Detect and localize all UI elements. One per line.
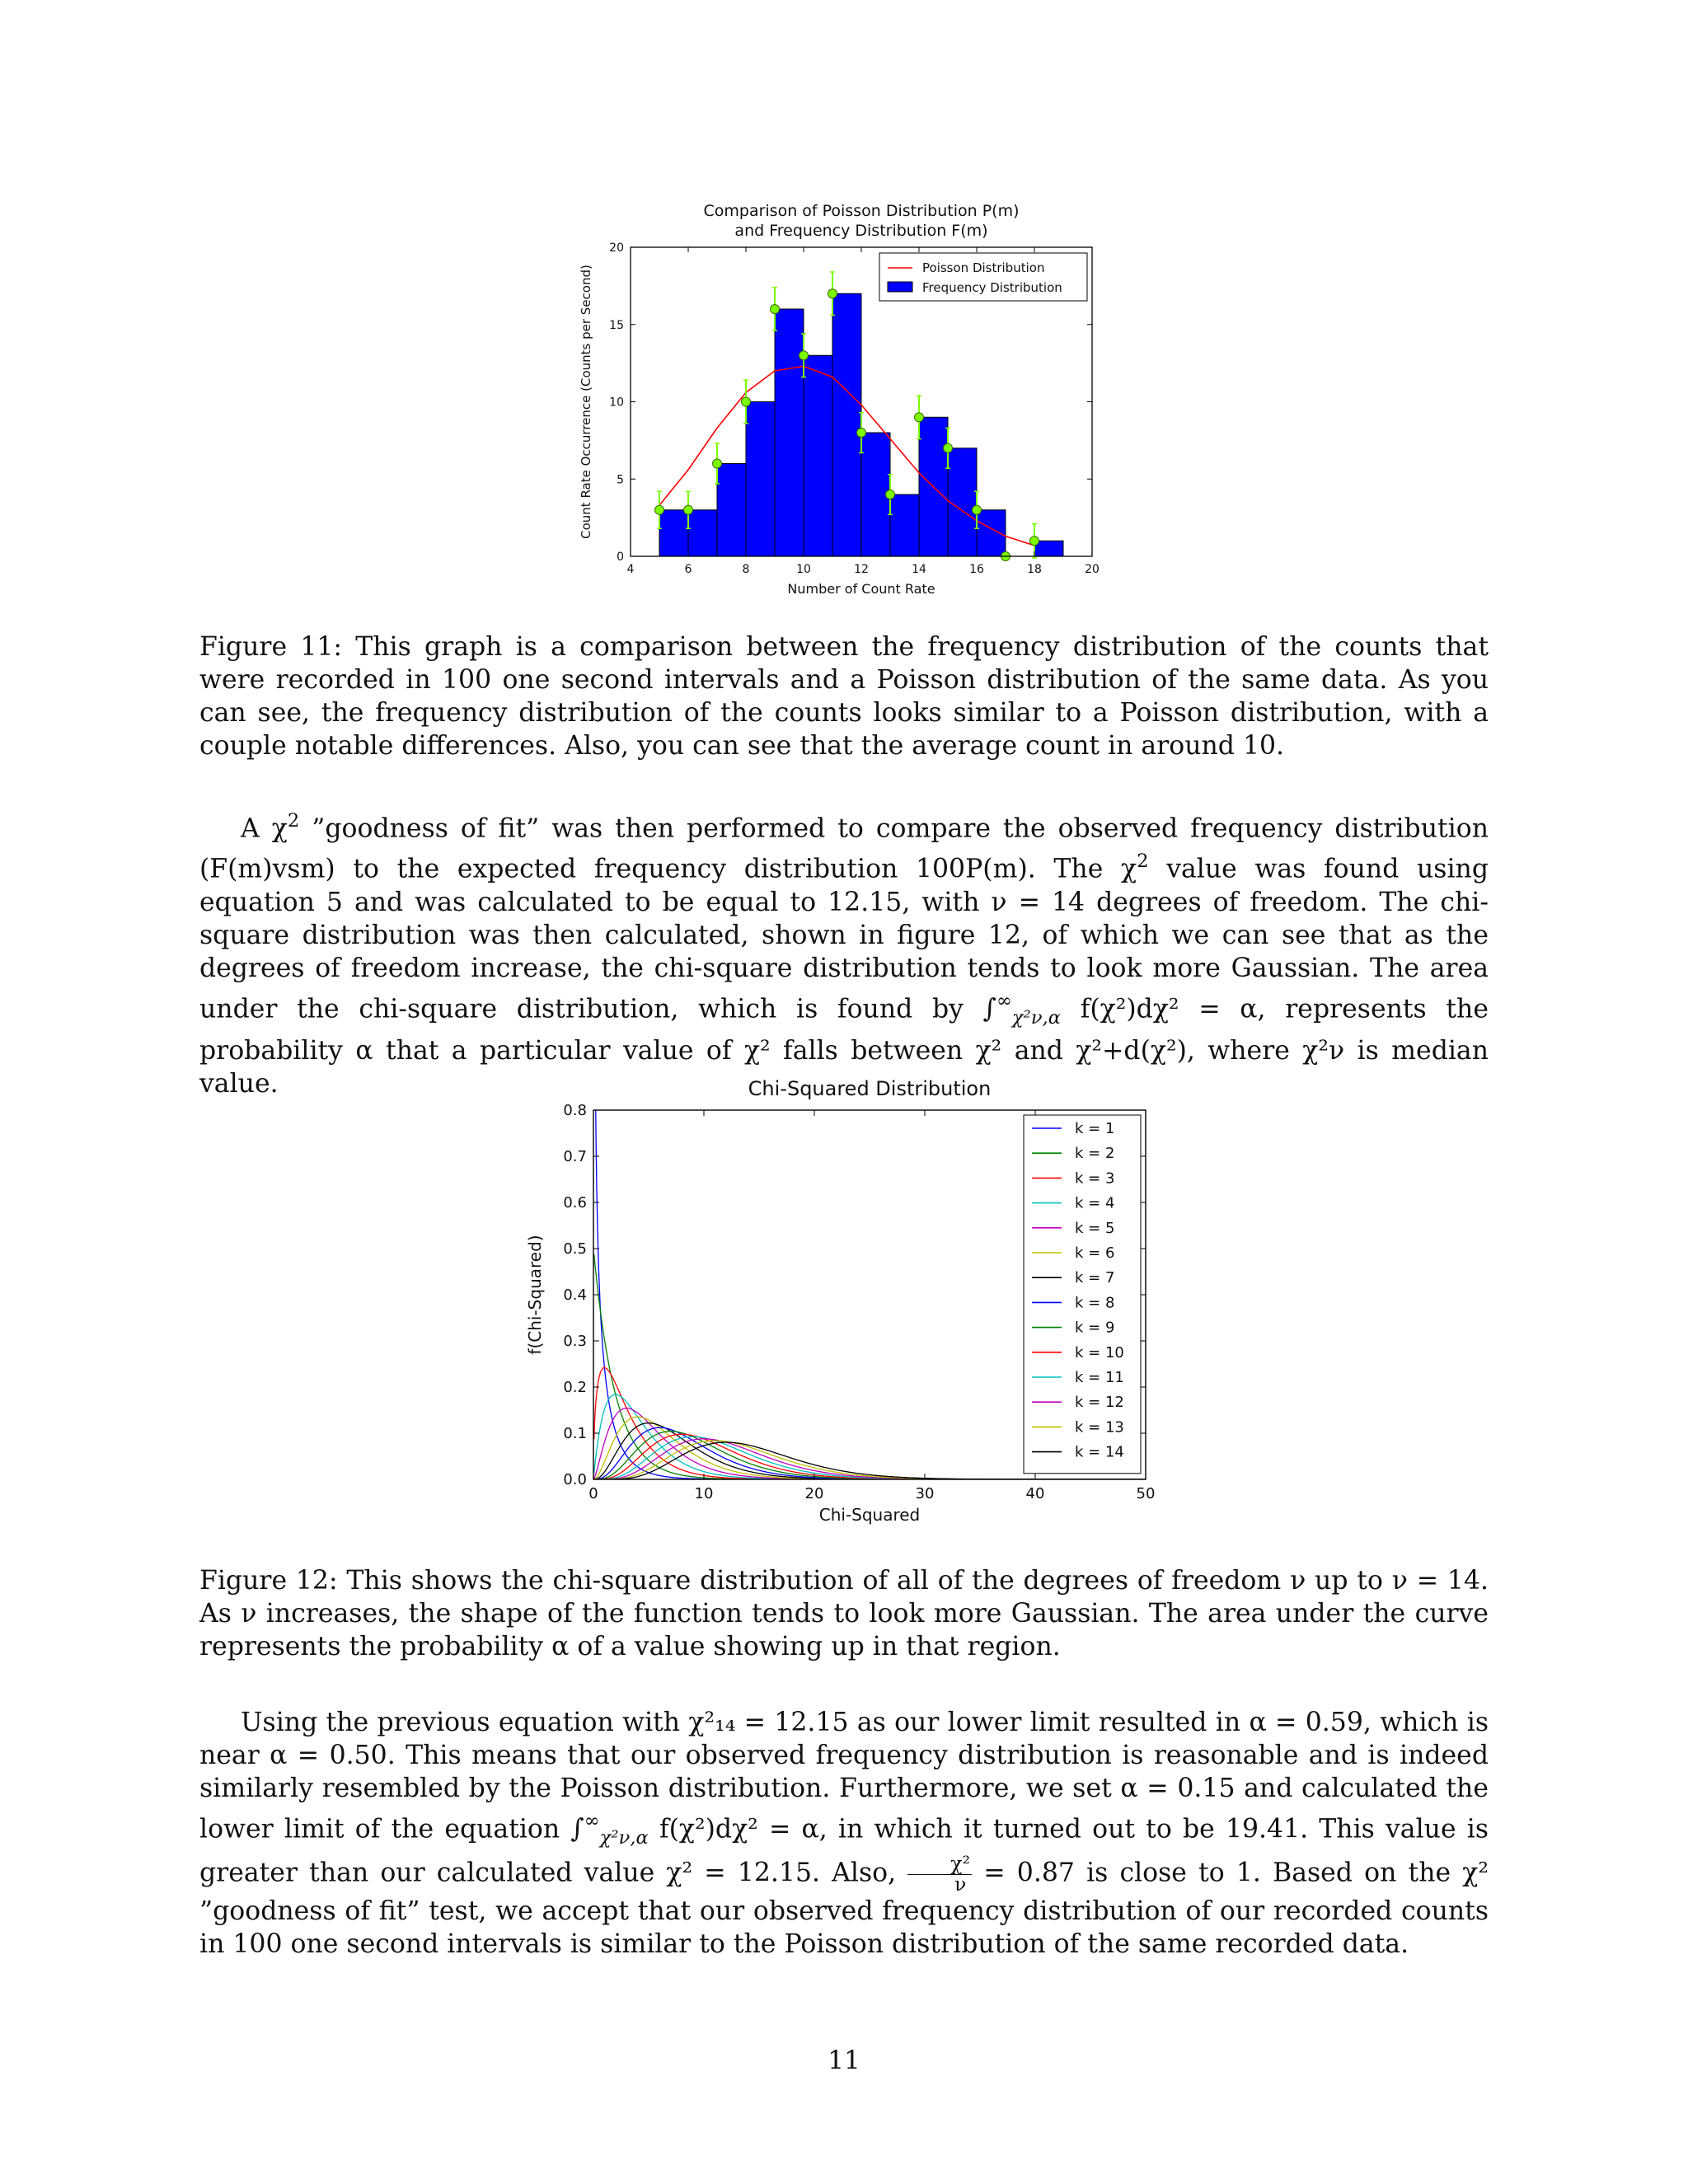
legend-label: Poisson Distribution [922, 260, 1045, 275]
chart1-legend [879, 253, 1087, 301]
chart1-ylabel: Count Rate Occurrence (Counts per Second) [579, 265, 593, 539]
figure-12 [519, 1071, 1170, 1549]
poisson-frequency-chart [569, 198, 1113, 602]
data-point [771, 305, 780, 314]
x-tick-label: 0 [588, 1485, 598, 1502]
legend-label: k = 10 [1075, 1343, 1124, 1361]
frequency-bar [746, 402, 775, 557]
frequency-bar [890, 494, 919, 556]
x-tick-label: 6 [684, 563, 692, 576]
data-point [655, 505, 664, 514]
y-tick-label: 0.1 [563, 1425, 587, 1442]
figure-11 [569, 198, 1113, 602]
legend-label: k = 14 [1075, 1443, 1124, 1461]
frequency-bar [804, 355, 832, 556]
y-tick-label: 0.0 [563, 1471, 587, 1488]
x-tick-label: 8 [742, 563, 750, 576]
y-tick-label: 0.3 [563, 1333, 587, 1350]
y-tick-label: 0.7 [563, 1148, 587, 1165]
p1-integral: $\int^\infty_{\chi^2\nu,\alpha}$ [982, 990, 1062, 1029]
x-tick-label: 18 [1027, 563, 1042, 576]
p2-text-3: = 0.87 is close to 1. Based on the χ² ”goodness of fit” test, we accept that our observed frequency distribution of our recorded counts in 100 one second intervals is similar to the Poisson distribution of the same recorded data. [199, 1858, 1489, 1959]
data-point [857, 429, 866, 438]
x-tick-label: 20 [804, 1485, 824, 1502]
data-point [742, 397, 751, 406]
legend-label: k = 9 [1075, 1319, 1115, 1337]
p1-sup-2: 2 [1137, 851, 1149, 873]
chart1-title-line: and Frequency Distribution F(m) [734, 222, 988, 240]
chi-squared-chart [519, 1071, 1170, 1549]
frequency-bar [832, 293, 861, 556]
frequency-bar [717, 464, 746, 557]
p1-text-4: f(χ²)dχ² = α, represents the probability α that a particular value of χ² falls between χ² and χ²+d(χ²), where χ²ν is median value. [199, 994, 1489, 1099]
x-tick-label: 14 [912, 563, 926, 576]
x-tick-label: 10 [796, 563, 811, 576]
x-tick-label: 12 [854, 563, 869, 576]
y-tick-label: 5 [617, 473, 624, 487]
figure-12-caption: Figure 12: This shows the chi-square distribution of all of the degrees of freedom ν up to ν = 14. As ν increases, the shape of the function tends to look more Gaussian. The area under the curve represents the probability α of a value showing up in that region. [199, 1566, 1489, 1661]
chart2-title: Chi-Squared Distribution [748, 1077, 992, 1100]
x-tick-label: 20 [1085, 563, 1100, 576]
p1-sup-1: 2 [287, 810, 300, 832]
frequency-bar [948, 448, 977, 556]
data-point [1030, 537, 1039, 546]
p1-text-2: ”goodness of fit” was then performed to compare the observed frequency distribution (F(m)vsm) to the expected frequency distribution 100P(m). The χ [199, 813, 1489, 884]
p2-integral: $\int^\infty_{\chi^2\nu,\alpha}$ [570, 1811, 649, 1849]
x-tick-label: 10 [694, 1485, 714, 1502]
legend-label: Frequency Distribution [922, 280, 1062, 295]
x-tick-label: 50 [1136, 1485, 1156, 1502]
y-tick-label: 0.2 [563, 1379, 587, 1396]
legend-label: k = 5 [1075, 1219, 1115, 1237]
frequency-bar [775, 309, 804, 556]
y-tick-label: 0.6 [563, 1194, 587, 1212]
legend-label: k = 7 [1075, 1269, 1115, 1287]
data-point [944, 443, 953, 452]
data-point [886, 490, 895, 499]
x-tick-label: 30 [915, 1485, 935, 1502]
chart2-xlabel: Chi-Squared [818, 1505, 921, 1525]
legend-label: k = 12 [1075, 1394, 1124, 1412]
chart1-xlabel: Number of Count Rate [787, 581, 935, 597]
p2-text-2: f(χ²)dχ² = α, in which it turned out to be 19.41. This value is greater than our calculated value χ² = 12.15. Also, [199, 1814, 1489, 1889]
legend-label: k = 1 [1075, 1120, 1115, 1137]
y-tick-label: 0.5 [563, 1240, 587, 1258]
data-point [713, 459, 722, 468]
y-tick-label: 0 [617, 551, 624, 564]
frequency-bar [688, 510, 717, 556]
legend-bar-swatch [888, 282, 912, 292]
legend-label: k = 13 [1075, 1418, 1124, 1436]
data-point [915, 413, 924, 422]
frequency-bar [659, 510, 688, 556]
legend-label: k = 4 [1075, 1194, 1115, 1212]
frequency-bar [977, 510, 1006, 556]
data-point [828, 289, 837, 298]
y-tick-label: 20 [609, 241, 624, 255]
x-tick-label: 16 [969, 563, 984, 576]
chart2-ylabel: f(Chi-Squared) [525, 1235, 545, 1355]
chart2-legend [1024, 1115, 1141, 1474]
paragraph-2 [199, 1706, 1489, 1961]
figure-11-caption: Figure 11: This graph is a comparison between the frequency distribution of the counts that were recorded in 100 one second intervals and a Poisson distribution of the same data. As you can see, the frequency distribution of the counts looks similar to a Poisson distribution, with a couple notable differences. Also, you can see that the average count in around 10. [199, 632, 1489, 761]
legend-label: k = 6 [1075, 1244, 1115, 1262]
paragraph-1 [199, 804, 1489, 1100]
data-point [684, 505, 693, 514]
p2-fraction: $\frac{\text{χ²}}{\nu}$ [907, 1854, 972, 1894]
legend-label: k = 3 [1075, 1169, 1115, 1188]
legend-label: k = 8 [1075, 1294, 1115, 1312]
page-number: 11 [828, 2046, 860, 2075]
p1-text-3: value was found using equation 5 and was calculated to be equal to 12.15, with ν = 14 degrees of freedom. The chi-square distribution was then calculated, shown in figure 12, of which we can see that as the degrees of freedom increase, the chi-square distribution tends to look more Gaussian. The area under the chi-square distribution, which is found by [199, 854, 1489, 1024]
x-tick-label: 4 [626, 563, 635, 576]
data-point [799, 351, 809, 360]
y-tick-label: 10 [609, 396, 624, 410]
chart1-title-line: Comparison of Poisson Distribution P(m) [703, 202, 1020, 220]
y-tick-label: 0.4 [563, 1286, 587, 1304]
p2-text-1: Using the previous equation with χ²₁₄ = 12.15 as our lower limit resulted in α = 0.59, which is near α = 0.50. This means that our observed frequency distribution is reasonable and is indeed similarly resembled by the Poisson distribution. Furthermore, we set α = 0.15 and calculated the lower limit of the equation [199, 1708, 1489, 1844]
y-tick-label: 15 [609, 318, 624, 332]
data-point [973, 505, 982, 514]
p1-text-1: A χ [241, 813, 288, 844]
legend-label: k = 2 [1075, 1145, 1115, 1163]
legend-label: k = 11 [1075, 1369, 1124, 1386]
x-tick-label: 40 [1025, 1485, 1045, 1502]
y-tick-label: 0.8 [563, 1102, 587, 1119]
